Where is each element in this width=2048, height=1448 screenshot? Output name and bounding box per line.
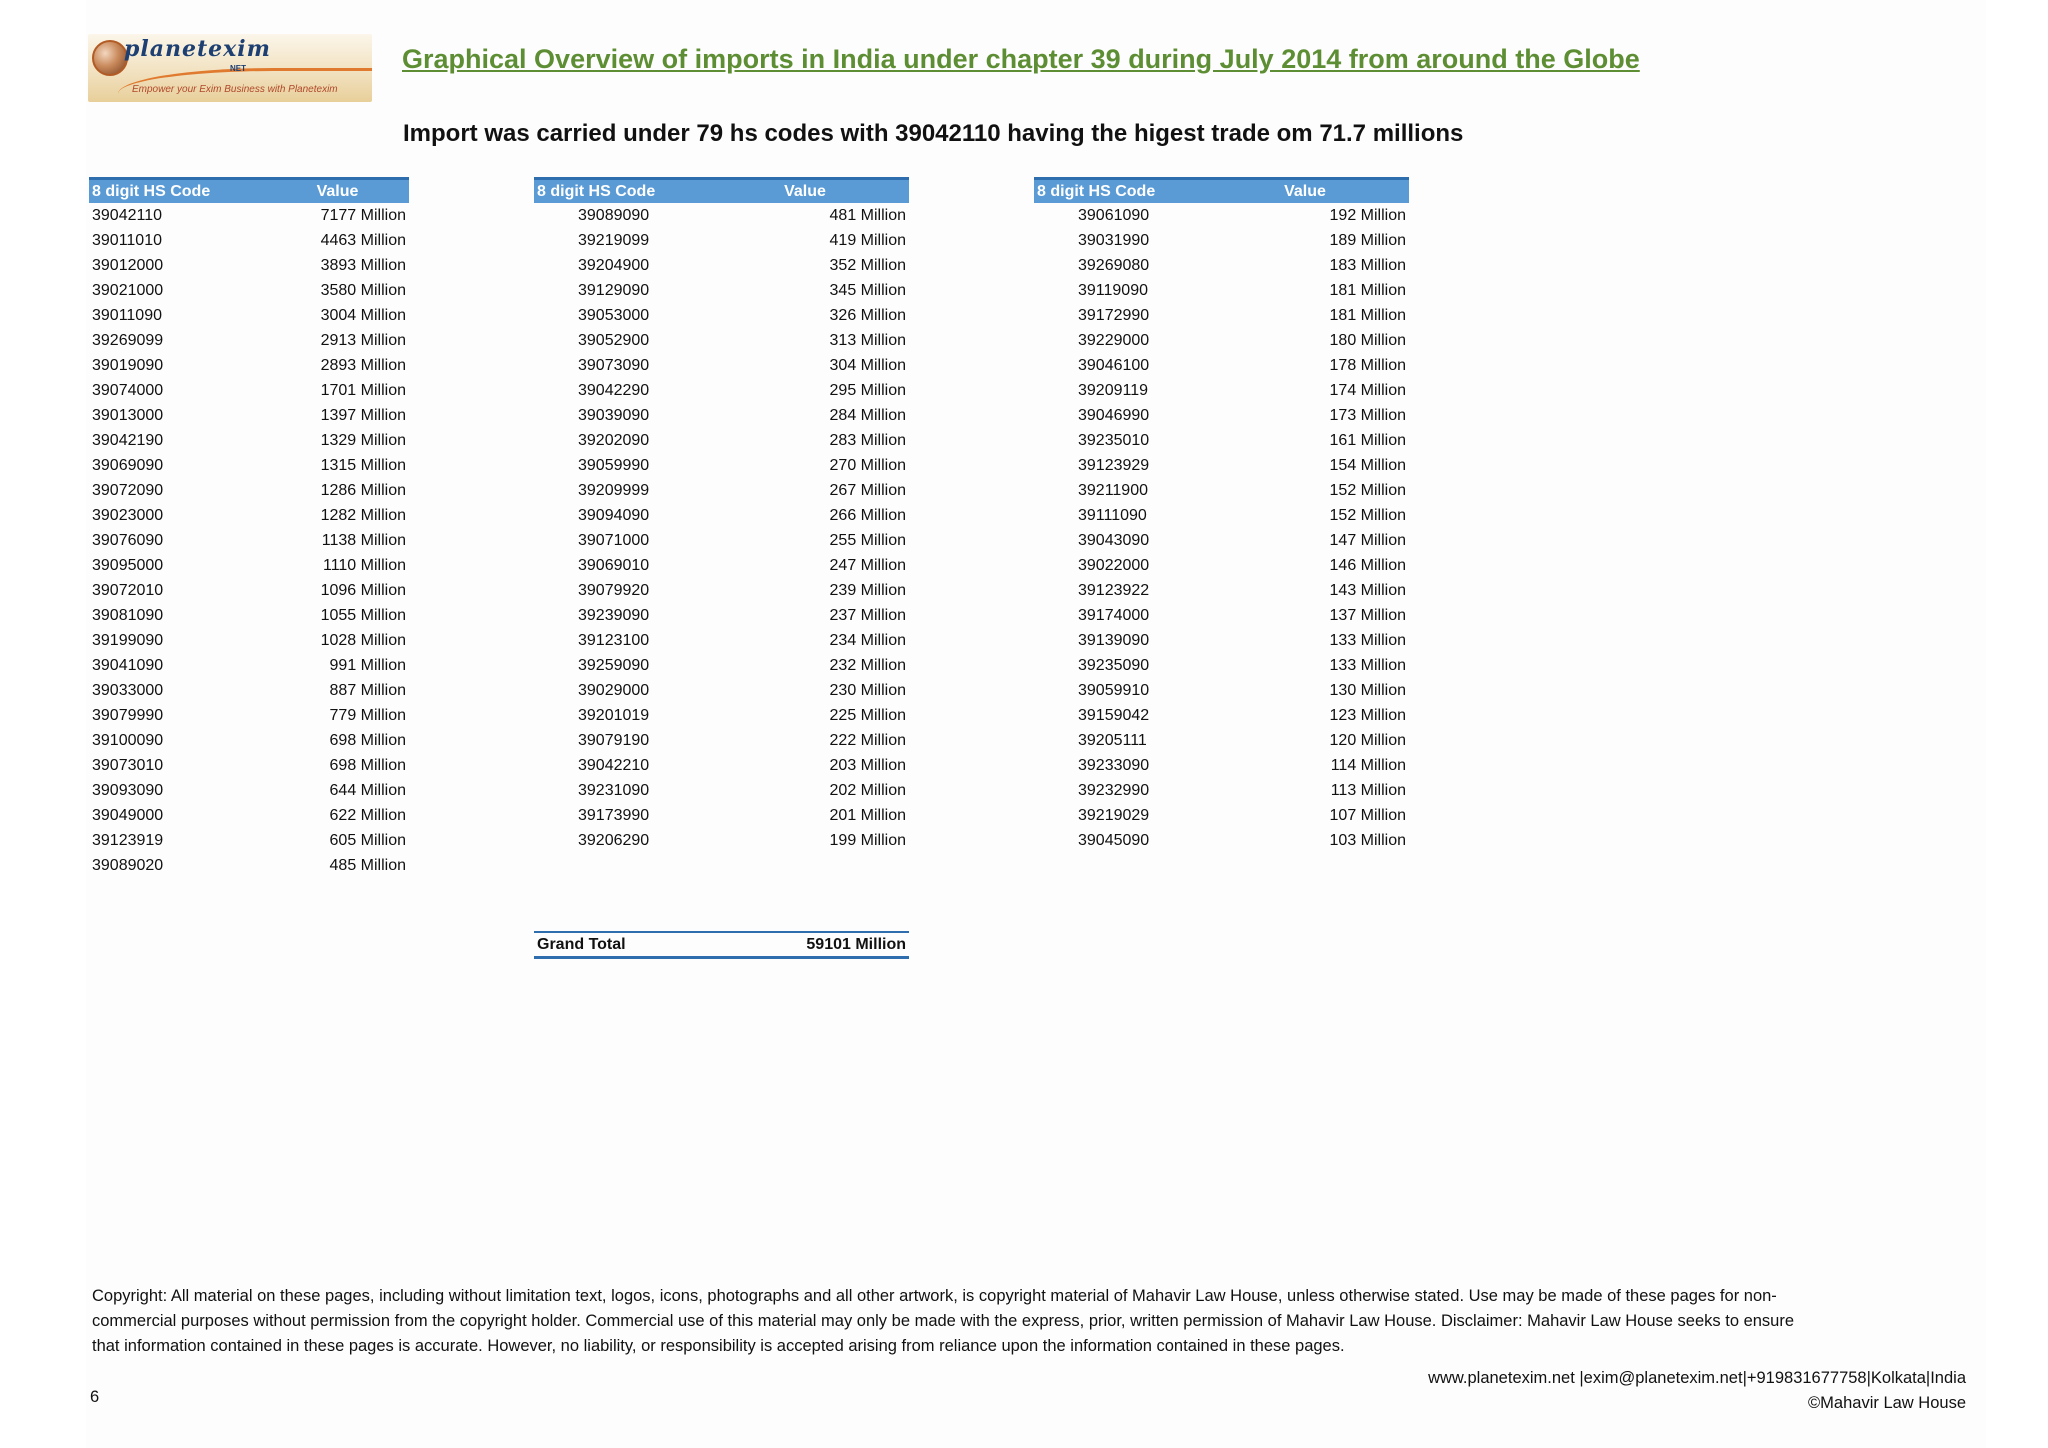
table-header	[534, 177, 909, 203]
value-cell: 154 Million	[1329, 456, 1406, 474]
table-row	[534, 253, 909, 278]
table-row	[89, 803, 409, 828]
hs-code-cell: 39269099	[92, 331, 164, 349]
hs-code-cell: 39123929	[1078, 456, 1150, 474]
value-cell: 199 Million	[829, 831, 906, 849]
hs-code-cell: 39206290	[578, 831, 650, 849]
value-cell: 152 Million	[1329, 506, 1406, 524]
hs-code-cell: 39042110	[92, 206, 162, 224]
value-cell: 103 Million	[1329, 831, 1406, 849]
value-cell: 698 Million	[329, 731, 406, 749]
value-cell: 644 Million	[329, 781, 406, 799]
hs-code-cell: 39021000	[92, 281, 164, 299]
contact-line: www.planetexim.net |exim@planetexim.net|+919831677758|Kolkata|India	[1428, 1369, 1966, 1387]
table-row	[534, 828, 909, 853]
hs-code-cell: 39239090	[578, 606, 650, 624]
hs-code-cell: 39071000	[578, 531, 650, 549]
page-number: 6	[90, 1388, 100, 1406]
table-row	[89, 253, 409, 278]
value-cell: 123 Million	[1329, 706, 1406, 724]
value-cell: 230 Million	[829, 681, 906, 699]
table-row	[534, 378, 909, 403]
value-cell: 779 Million	[329, 706, 406, 724]
table-row	[89, 728, 409, 753]
value-cell: 1055 Million	[320, 606, 406, 624]
table-row	[89, 628, 409, 653]
hs-code-cell: 39269080	[1078, 256, 1150, 274]
hs-code-cell: 39072090	[92, 481, 164, 499]
value-cell: 267 Million	[829, 481, 906, 499]
value-cell: 247 Million	[829, 556, 906, 574]
value-cell: 7177 Million	[320, 206, 406, 224]
value-cell: 2893 Million	[320, 356, 406, 374]
table-header	[89, 177, 409, 203]
table-row	[89, 678, 409, 703]
hs-code-cell: 39042210	[578, 756, 650, 774]
table-row	[1034, 778, 1409, 803]
hs-code-cell: 39095000	[92, 556, 164, 574]
hs-code-cell: 39011010	[92, 231, 162, 249]
value-cell: 1397 Million	[320, 406, 406, 424]
hs-code-cell: 39235090	[1078, 656, 1150, 674]
hs-code-cell: 39235010	[1078, 431, 1150, 449]
table-row	[534, 528, 909, 553]
table-row	[1034, 428, 1409, 453]
table-row	[89, 403, 409, 428]
hs-code-cell: 39045090	[1078, 831, 1150, 849]
table-row	[89, 653, 409, 678]
hs-code-table-2	[534, 177, 909, 853]
table-row	[89, 228, 409, 253]
value-cell: 485 Million	[329, 856, 406, 874]
hs-code-cell: 39052900	[578, 331, 650, 349]
hs-code-cell: 39042290	[578, 381, 650, 399]
table-row	[1034, 803, 1409, 828]
table-row	[534, 603, 909, 628]
value-cell: 255 Million	[829, 531, 906, 549]
hs-code-cell: 39046990	[1078, 406, 1150, 424]
hs-code-cell: 39259090	[578, 656, 650, 674]
header-code: 8 digit HS Code	[537, 182, 656, 200]
hs-code-cell: 39081090	[92, 606, 164, 624]
value-cell: 146 Million	[1329, 556, 1406, 574]
hs-code-cell: 39059990	[578, 456, 650, 474]
hs-code-cell: 39012000	[92, 256, 164, 274]
table-row	[534, 678, 909, 703]
hs-code-cell: 39022000	[1078, 556, 1150, 574]
table-row	[89, 828, 409, 853]
table-row	[89, 778, 409, 803]
table-row	[1034, 203, 1409, 228]
table-row	[534, 403, 909, 428]
hs-code-cell: 39233090	[1078, 756, 1150, 774]
hs-code-cell: 39074000	[92, 381, 164, 399]
value-cell: 270 Million	[829, 456, 906, 474]
value-cell: 181 Million	[1329, 306, 1406, 324]
table-row	[89, 578, 409, 603]
hs-code-cell: 39079190	[578, 731, 650, 749]
value-cell: 605 Million	[329, 831, 406, 849]
hs-code-table-1	[89, 177, 409, 878]
logo-name: planetexim	[124, 36, 271, 62]
hs-code-cell: 39229000	[1078, 331, 1150, 349]
value-cell: 3893 Million	[320, 256, 406, 274]
table-row	[89, 328, 409, 353]
owner-line: ©Mahavir Law House	[1808, 1394, 1966, 1412]
table-row	[89, 453, 409, 478]
table-row	[89, 278, 409, 303]
value-cell: 178 Million	[1329, 356, 1406, 374]
table-row	[534, 653, 909, 678]
table-row	[89, 378, 409, 403]
value-cell: 181 Million	[1329, 281, 1406, 299]
logo-tagline: Empower your Exim Business with Planetexim	[132, 84, 338, 95]
value-cell: 237 Million	[829, 606, 906, 624]
hs-code-cell: 39119090	[1078, 281, 1148, 299]
hs-code-cell: 39219099	[578, 231, 650, 249]
grand-total-row	[534, 931, 909, 959]
table-row	[534, 503, 909, 528]
hs-code-cell: 39211900	[1078, 481, 1148, 499]
value-cell: 173 Million	[1329, 406, 1406, 424]
value-cell: 143 Million	[1329, 581, 1406, 599]
hs-code-cell: 39129090	[578, 281, 650, 299]
hs-code-cell: 39072010	[92, 581, 164, 599]
value-cell: 1286 Million	[320, 481, 406, 499]
hs-code-cell: 39011090	[92, 306, 162, 324]
copyright-notice: Copyright: All material on these pages, including without limitation text, logos, icons, photographs and all other artwork, is copyright material of Mahavir Law House, unless otherwise stated. Use may be made of these pages for non-commercial purposes without permission from the copyright holder. Commercial use of this material may only be made with the express, prior, written permission of Mahavir Law House. Disclaimer: Mahavir Law House seeks to ensure that information contained in these pages is accurate. However, no liability, or responsibility is accepted arising from reliance upon the information contained in these pages.	[92, 1287, 1795, 1355]
hs-code-cell: 39053000	[578, 306, 650, 324]
value-cell: 352 Million	[829, 256, 906, 274]
page-subtitle: Import was carried under 79 hs codes with 39042110 having the higest trade om 71.7 millions	[403, 120, 1464, 147]
table-row	[89, 203, 409, 228]
value-cell: 152 Million	[1329, 481, 1406, 499]
hs-code-cell: 39219029	[1078, 806, 1150, 824]
table-row	[1034, 628, 1409, 653]
hs-code-cell: 39174000	[1078, 606, 1150, 624]
hs-code-cell: 39073090	[578, 356, 650, 374]
table-row	[1034, 828, 1409, 853]
table-row	[534, 553, 909, 578]
value-cell: 147 Million	[1329, 531, 1406, 549]
value-cell: 1315 Million	[320, 456, 406, 474]
grand-total-label: Grand Total	[537, 935, 626, 953]
value-cell: 225 Million	[829, 706, 906, 724]
hs-code-cell: 39159042	[1078, 706, 1150, 724]
table-row	[534, 353, 909, 378]
table-row	[1034, 703, 1409, 728]
hs-code-cell: 39031990	[1078, 231, 1150, 249]
hs-code-cell: 39173990	[578, 806, 650, 824]
value-cell: 283 Million	[829, 431, 906, 449]
value-cell: 345 Million	[829, 281, 906, 299]
hs-code-cell: 39039090	[578, 406, 650, 424]
hs-code-cell: 39202090	[578, 431, 650, 449]
hs-code-cell: 39199090	[92, 631, 164, 649]
value-cell: 698 Million	[329, 756, 406, 774]
hs-code-cell: 39201019	[578, 706, 650, 724]
value-cell: 133 Million	[1329, 656, 1406, 674]
table-row	[1034, 453, 1409, 478]
value-cell: 161 Million	[1329, 431, 1406, 449]
hs-code-cell: 39013000	[92, 406, 164, 424]
value-cell: 202 Million	[829, 781, 906, 799]
hs-code-cell: 39139090	[1078, 631, 1150, 649]
header-code: 8 digit HS Code	[1037, 182, 1156, 200]
header-value: Value	[316, 182, 359, 200]
table-row	[534, 328, 909, 353]
hs-code-cell: 39059910	[1078, 681, 1150, 699]
value-cell: 234 Million	[829, 631, 906, 649]
value-cell: 222 Million	[829, 731, 906, 749]
value-cell: 326 Million	[829, 306, 906, 324]
value-cell: 130 Million	[1329, 681, 1406, 699]
hs-code-cell: 39049000	[92, 806, 164, 824]
table-row	[1034, 753, 1409, 778]
table-row	[534, 453, 909, 478]
hs-code-cell: 39073010	[92, 756, 164, 774]
contact-block	[1428, 1366, 1966, 1416]
table-row	[1034, 303, 1409, 328]
table-row	[1034, 728, 1409, 753]
table-row	[89, 853, 409, 878]
value-cell: 295 Million	[829, 381, 906, 399]
hs-code-cell: 39123919	[92, 831, 164, 849]
value-cell: 481 Million	[829, 206, 906, 224]
hs-code-cell: 39069010	[578, 556, 650, 574]
table-row	[534, 428, 909, 453]
hs-code-cell: 39111090	[1078, 506, 1147, 524]
planetexim-logo	[88, 34, 372, 102]
table-row	[89, 428, 409, 453]
table-row	[1034, 653, 1409, 678]
hs-code-cell: 39100090	[92, 731, 164, 749]
table-row	[534, 303, 909, 328]
value-cell: 3580 Million	[320, 281, 406, 299]
value-cell: 1138 Million	[321, 531, 406, 549]
hs-code-cell: 39231090	[578, 781, 650, 799]
hs-code-cell: 39076090	[92, 531, 164, 549]
value-cell: 137 Million	[1329, 606, 1406, 624]
value-cell: 266 Million	[829, 506, 906, 524]
table-row	[534, 578, 909, 603]
value-cell: 192 Million	[1329, 206, 1406, 224]
table-row	[1034, 328, 1409, 353]
hs-code-cell: 39029000	[578, 681, 650, 699]
table-header	[1034, 177, 1409, 203]
hs-code-table-3	[1034, 177, 1409, 853]
hs-code-cell: 39023000	[92, 506, 164, 524]
table-row	[534, 728, 909, 753]
value-cell: 1701 Million	[320, 381, 406, 399]
value-cell: 107 Million	[1329, 806, 1406, 824]
table-row	[1034, 553, 1409, 578]
hs-code-cell: 39172990	[1078, 306, 1150, 324]
table-row	[89, 353, 409, 378]
hs-code-cell: 39033000	[92, 681, 164, 699]
table-row	[1034, 678, 1409, 703]
table-row	[1034, 478, 1409, 503]
value-cell: 419 Million	[829, 231, 906, 249]
table-row	[1034, 353, 1409, 378]
table-row	[534, 478, 909, 503]
value-cell: 1282 Million	[320, 506, 406, 524]
table-row	[1034, 578, 1409, 603]
table-row	[89, 303, 409, 328]
table-row	[534, 228, 909, 253]
table-row	[1034, 603, 1409, 628]
value-cell: 3004 Million	[320, 306, 406, 324]
value-cell: 232 Million	[829, 656, 906, 674]
hs-code-cell: 39123922	[1078, 581, 1150, 599]
table-row	[1034, 228, 1409, 253]
value-cell: 114 Million	[1330, 756, 1406, 774]
table-row	[534, 628, 909, 653]
hs-code-cell: 39069090	[92, 456, 164, 474]
table-row	[89, 703, 409, 728]
logo-suffix: NET	[230, 64, 246, 73]
value-cell: 2913 Million	[320, 331, 406, 349]
hs-code-cell: 39019090	[92, 356, 164, 374]
value-cell: 4463 Million	[320, 231, 406, 249]
table-row	[1034, 403, 1409, 428]
value-cell: 887 Million	[329, 681, 406, 699]
header-value: Value	[1284, 182, 1326, 200]
table-row	[89, 528, 409, 553]
hs-code-cell: 39041090	[92, 656, 164, 674]
value-cell: 133 Million	[1329, 631, 1406, 649]
value-cell: 1028 Million	[320, 631, 406, 649]
table-row	[89, 753, 409, 778]
table-row	[1034, 378, 1409, 403]
hs-code-cell: 39209999	[578, 481, 650, 499]
hs-code-cell: 39046100	[1078, 356, 1150, 374]
value-cell: 113 Million	[1330, 781, 1406, 799]
table-row	[89, 478, 409, 503]
table-row	[534, 753, 909, 778]
header-value: Value	[784, 182, 826, 200]
hs-code-cell: 39089020	[92, 856, 164, 874]
value-cell: 622 Million	[329, 806, 406, 824]
hs-code-cell: 39089090	[578, 206, 650, 224]
hs-code-cell: 39079920	[578, 581, 650, 599]
value-cell: 239 Million	[829, 581, 906, 599]
table-row	[534, 203, 909, 228]
value-cell: 120 Million	[1329, 731, 1406, 749]
hs-code-cell: 39061090	[1078, 206, 1150, 224]
hs-code-cell: 39079990	[92, 706, 164, 724]
value-cell: 1110 Million	[322, 556, 406, 574]
table-row	[89, 553, 409, 578]
hs-code-cell: 39093090	[92, 781, 164, 799]
value-cell: 284 Million	[829, 406, 906, 424]
value-cell: 201 Million	[829, 806, 906, 824]
hs-code-cell: 39209119	[1078, 381, 1148, 399]
hs-code-cell: 39204900	[578, 256, 650, 274]
value-cell: 174 Million	[1329, 381, 1406, 399]
table-row	[1034, 503, 1409, 528]
hs-code-cell: 39043090	[1078, 531, 1150, 549]
table-row	[534, 278, 909, 303]
value-cell: 189 Million	[1329, 231, 1406, 249]
value-cell: 183 Million	[1329, 256, 1406, 274]
table-row	[89, 603, 409, 628]
table-row	[89, 503, 409, 528]
table-row	[1034, 278, 1409, 303]
value-cell: 1096 Million	[320, 581, 406, 599]
hs-code-cell: 39232990	[1078, 781, 1150, 799]
page-title: Graphical Overview of imports in India under chapter 39 during July 2014 from around the Globe	[402, 44, 1640, 74]
value-cell: 313 Million	[829, 331, 906, 349]
value-cell: 203 Million	[829, 756, 906, 774]
table-row	[534, 803, 909, 828]
table-row	[1034, 528, 1409, 553]
grand-total-value: 59101 Million	[806, 935, 906, 953]
table-row	[1034, 253, 1409, 278]
value-cell: 1329 Million	[320, 431, 406, 449]
table-row	[534, 703, 909, 728]
value-cell: 304 Million	[829, 356, 906, 374]
header-code: 8 digit HS Code	[92, 182, 211, 200]
value-cell: 991 Million	[329, 656, 406, 674]
globe-icon	[92, 40, 128, 76]
table-row	[534, 778, 909, 803]
hs-code-cell: 39123100	[578, 631, 650, 649]
value-cell: 180 Million	[1329, 331, 1406, 349]
hs-code-cell: 39042190	[92, 431, 164, 449]
hs-code-cell: 39205111	[1078, 731, 1147, 749]
hs-code-cell: 39094090	[578, 506, 650, 524]
